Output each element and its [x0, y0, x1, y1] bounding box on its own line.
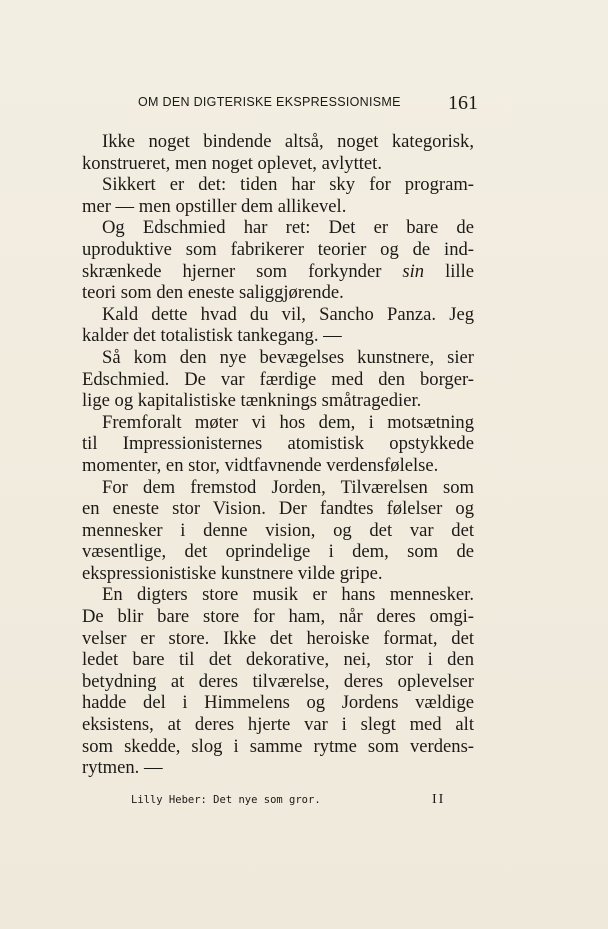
- text-line: Så kom den nye bevægelses kunstnere, sier: [102, 346, 474, 368]
- paragraph: [82, 477, 474, 585]
- page-number: 161: [448, 92, 478, 114]
- text-line: uproduktive som fabrikerer teorier og de ind-: [82, 238, 474, 260]
- text-line: en eneste stor Vision. Der fandtes følelser og: [82, 498, 474, 520]
- text-line: En digters store musik er hans mennesker.: [102, 584, 474, 606]
- emphasis: sin: [402, 260, 425, 282]
- text-line: væsentlige, det oprindelige i dem, som de: [82, 541, 474, 563]
- text-line: Ikke noget bindende altså, noget kategorisk,: [102, 131, 474, 152]
- text-line: lige og kapitalistiske tænknings småtragedier.: [82, 390, 422, 412]
- signature-mark: II: [432, 792, 446, 807]
- text-line: De blir bare store for ham, når deres omgi-: [82, 606, 474, 628]
- paragraph: [82, 174, 474, 217]
- text-line: eksistens, at deres hjerte var i slegt med alt: [82, 714, 474, 736]
- text-line: rytmen. —: [82, 757, 163, 779]
- text-line: Fremforalt møter vi hos dem, i motsætning: [102, 411, 474, 433]
- running-title: OM DEN DIGTERISKE EKSPRESSIONISME: [138, 95, 401, 109]
- running-head: [0, 92, 608, 114]
- paragraph: [82, 131, 474, 174]
- paragraph: [82, 347, 474, 412]
- text-line: Edschmied. De var færdige med den borger-: [82, 368, 474, 390]
- text-line: Kald dette hvad du vil, Sancho Panza. Jeg: [102, 303, 474, 325]
- body-text: [82, 131, 474, 779]
- paragraph: [82, 412, 474, 477]
- page-footer: [0, 792, 608, 812]
- text-line: velser er store. Ikke det heroiske format, det: [82, 627, 474, 649]
- text-line: kalder det totalistisk tankegang. —: [82, 325, 342, 347]
- text-line: Og Edschmied har ret: Det er bare de: [102, 217, 474, 239]
- text-line: For dem fremstod Jorden, Tilværelsen som: [102, 476, 474, 498]
- footer-credit: Lilly Heber: Det nye som gror.: [131, 794, 321, 806]
- paragraph: [82, 304, 474, 347]
- paragraph: [82, 217, 474, 303]
- text-line: mennesker i denne vision, og det var det: [82, 519, 474, 541]
- text-line: konstrueret, men noget oplevet, avlyttet.: [82, 152, 382, 174]
- paragraph: [82, 584, 474, 778]
- text-line: momenter, en stor, vidtfavnende verdensfølelse.: [82, 454, 439, 476]
- text-line: til Impressionisternes atomistisk opstykkede: [82, 433, 474, 455]
- text-line: ekspressionistiske kunstnere vilde gripe.: [82, 562, 383, 584]
- text-line: ledet bare til det dekorative, nei, stor i den: [82, 649, 474, 671]
- text-line: skrænkede hjerner som forkynder sin lille: [82, 260, 474, 282]
- text-line: hadde del i Himmelens og Jordens vældige: [82, 692, 474, 714]
- text-line: Sikkert er det: tiden har sky for program-: [102, 174, 474, 196]
- text-line: betydning at deres tilværelse, deres oplevelser: [82, 670, 474, 692]
- text-line: teori som den eneste saliggjørende.: [82, 282, 344, 304]
- text-line: mer — men opstiller dem allikevel.: [82, 195, 347, 217]
- text-line: som skedde, slog i samme rytme som verdens-: [82, 735, 474, 757]
